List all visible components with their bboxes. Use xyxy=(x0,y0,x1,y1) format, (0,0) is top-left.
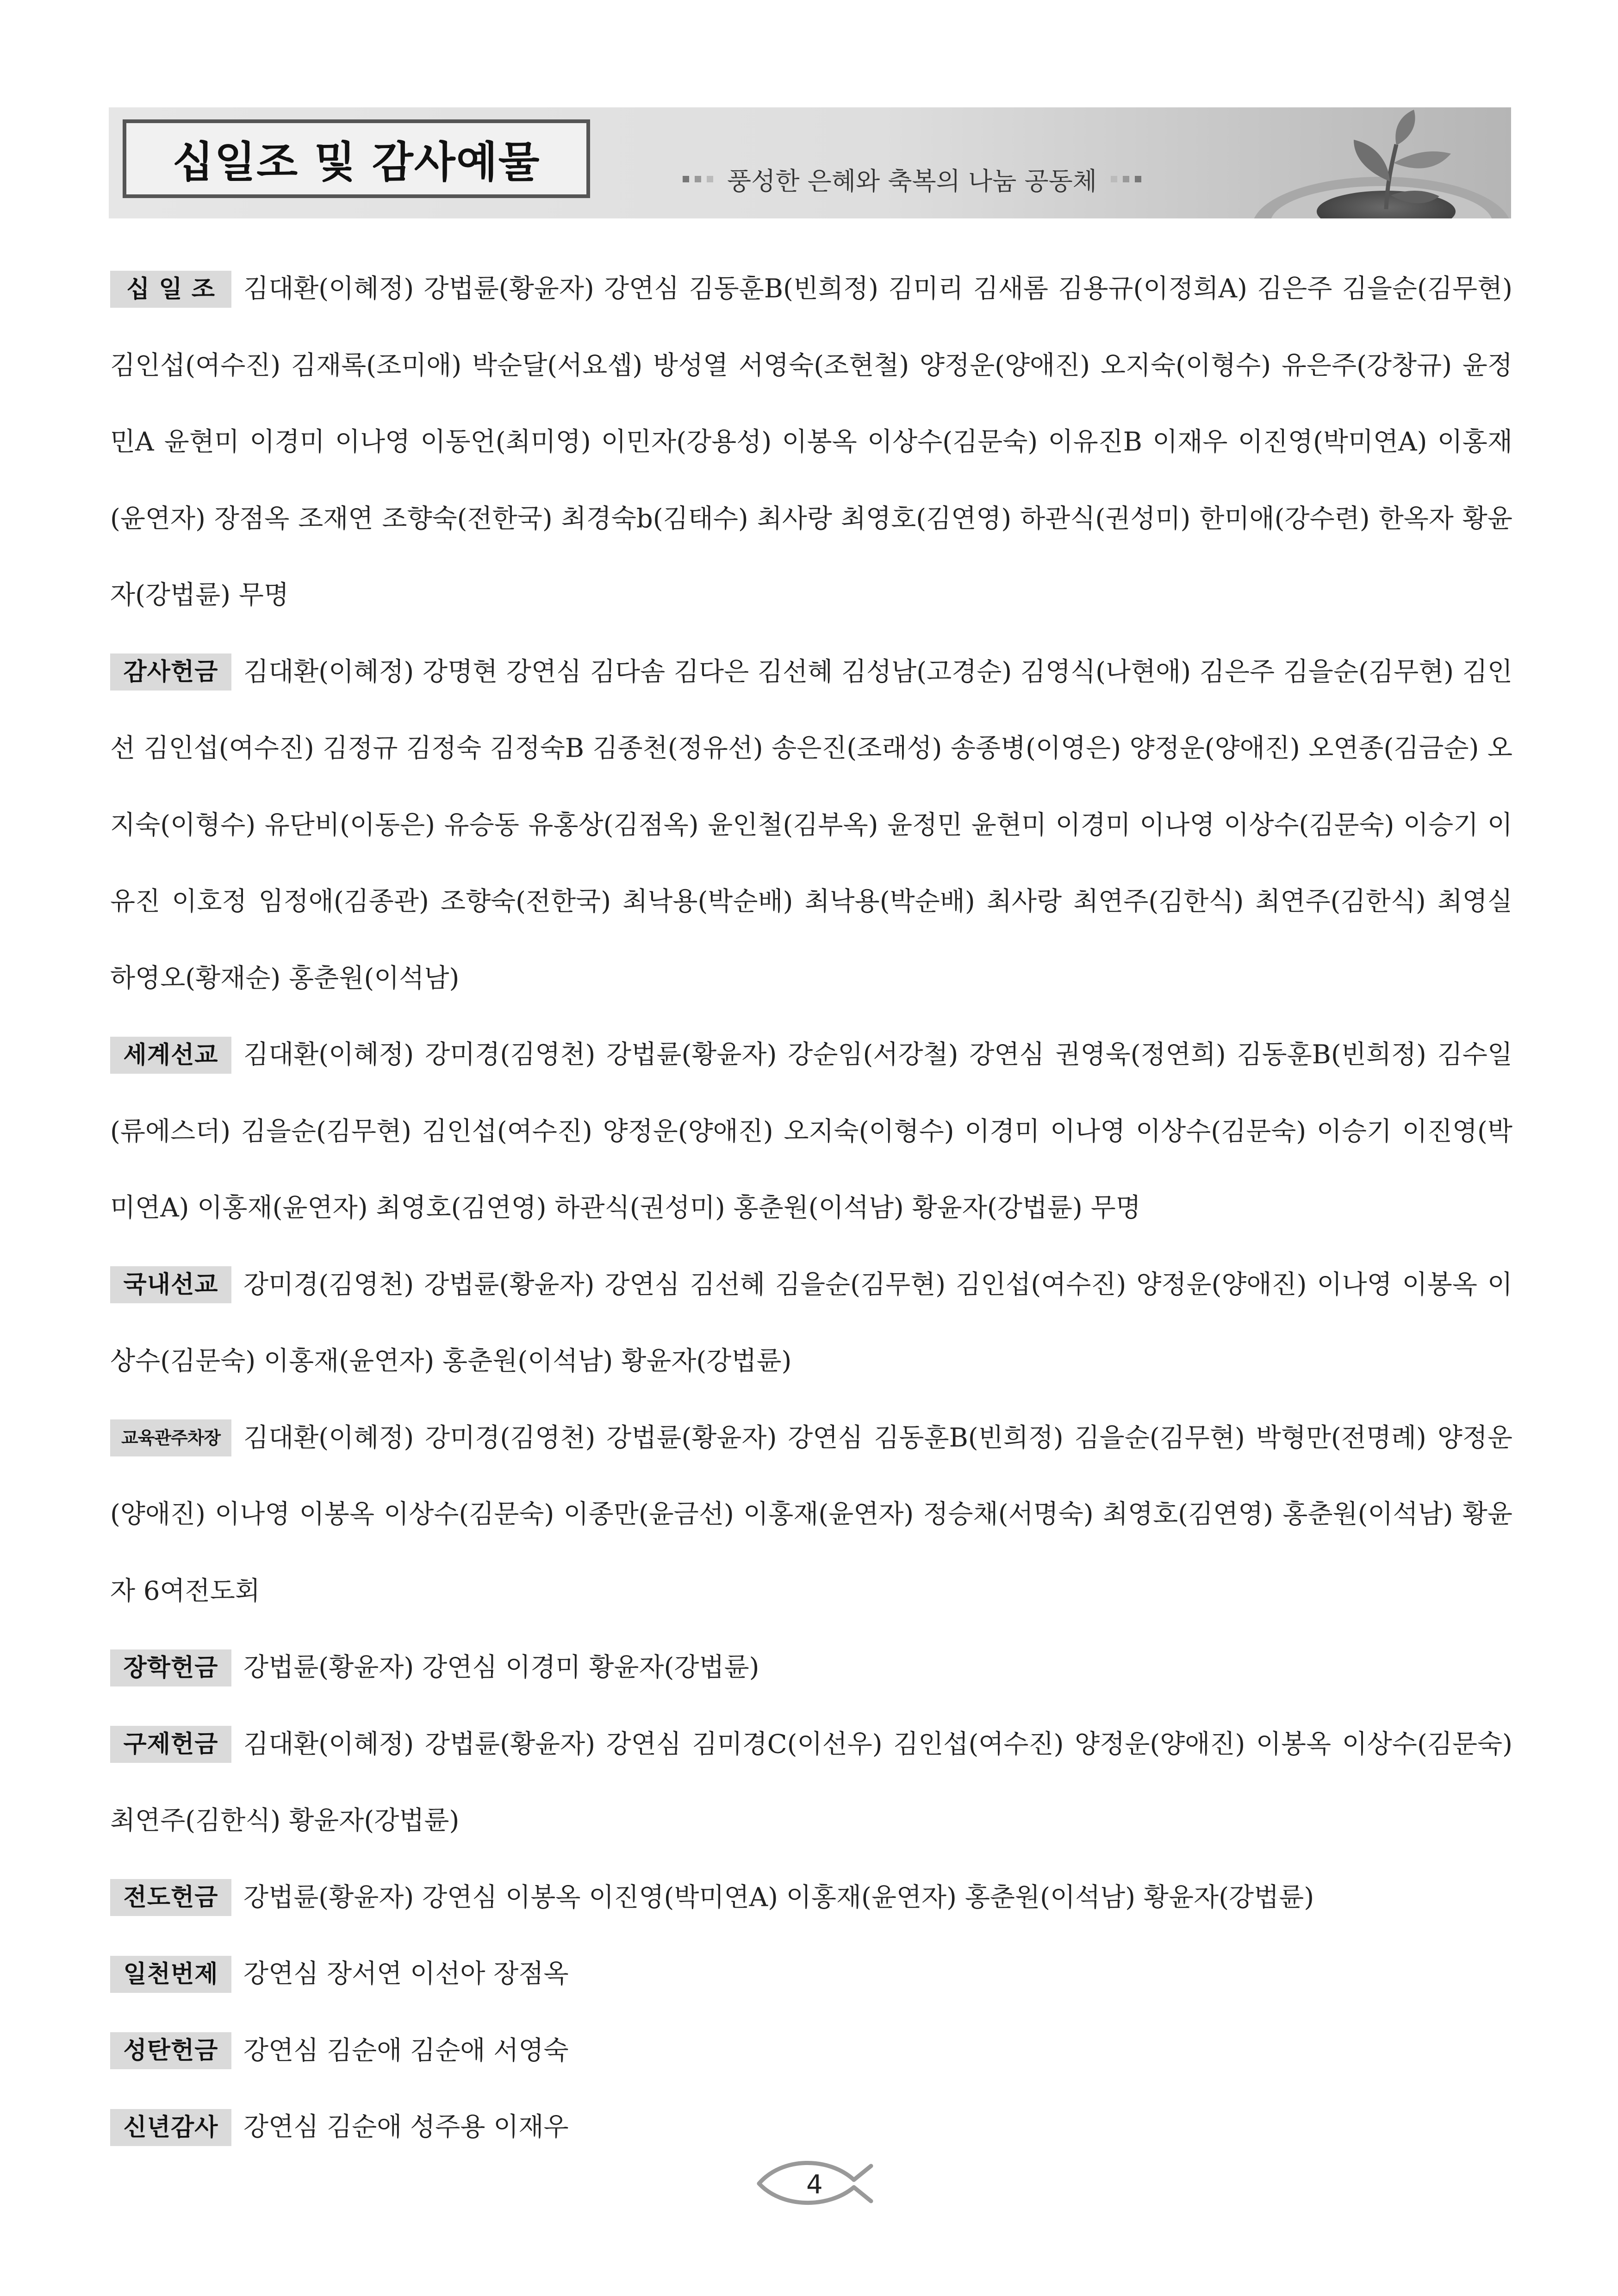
offering-section-tithe xyxy=(110,250,1512,633)
donor-names: 김대환(이혜정) 강미경(김영천) 강법륜(황윤자) 강순임(서강철) 강연심 권영욱(정연희) 김동훈B(빈희정) 김수일(류에스더) 김을순(김무현) 김인섭(여수진) 양정운(양애진) 오지숙(이형수) 이경미 이나영 이상수(김문숙) 이승기 이진영(박미연A) 이홍재(윤연자) 최영호(김연영) 하관식(권성미) 홍춘원(이석남) 황윤자(강법륜) 무명 xyxy=(110,1039,1512,1223)
donor-names: 강연심 김순애 성주용 이재우 xyxy=(243,2112,569,2142)
page-subtitle: 풍성한 은혜와 축복의 나눔 공동체 xyxy=(727,166,1097,196)
title-box xyxy=(123,119,590,198)
donor-names: 김대환(이혜정) 강법륜(황윤자) 강연심 김미경C(이선우) 김인섭(여수진) 양정운(양애진) 이봉옥 이상수(김문숙) 최연주(김한식) 황윤자(강법륜) xyxy=(110,1729,1512,1836)
offering-section-parking xyxy=(110,1399,1512,1629)
header-banner xyxy=(109,107,1511,218)
section-label: 신년감사 xyxy=(110,2109,231,2146)
section-label: 성탄헌금 xyxy=(110,2032,231,2069)
donor-names: 김대환(이혜정) 강법륜(황윤자) 강연심 김동훈B(빈희정) 김미리 김새롬 김용규(이정희A) 김은주 김을순(김무현) 김인섭(여수진) 김재록(조미애) 박순달(서요셉) 방성열 서영숙(조현철) 양정운(양애진) 오지숙(이형수) 유은주(강창규) 윤정민A 윤현미 이경미 이나영 이동언(최미영) 이민자(강용성) 이봉옥 이상수(김문숙) 이유진B 이재우 이진영(박미연A) 이홍재(윤연자) 장점옥 조재연 조향숙(전한국) 최경숙b(김태수) 최사랑 최영호(김연영) 하관식(권성미) 한미애(강수련) 한옥자 황윤자(강법륜) 무명 xyxy=(110,274,1512,610)
donor-names: 강연심 장서연 이선아 장점옥 xyxy=(243,1959,569,1989)
offering-section-evangelism xyxy=(110,1859,1512,1935)
page-title: 십일조 및 감사예물 xyxy=(172,137,541,187)
square-dots-icon xyxy=(683,176,713,182)
hands-sprout-image xyxy=(1215,107,1511,218)
offering-section-scholarship xyxy=(110,1629,1512,1705)
section-label: 전도헌금 xyxy=(110,1879,231,1916)
donor-names: 강미경(김영천) 강법륜(황윤자) 강연심 김선혜 김을순(김무현) 김인섭(여수진) 양정운(양애진) 이나영 이봉옥 이상수(김문숙) 이홍재(윤연자) 홍춘원(이석남) 황윤자(강법륜) xyxy=(110,1269,1512,1376)
donor-names: 김대환(이혜정) 강명현 강연심 김다솜 김다은 김선혜 김성남(고경순) 김영식(나현애) 김은주 김을순(김무현) 김인선 김인섭(여수진) 김정규 김정숙 김정숙B 김종천(정유선) 송은진(조래성) 송종병(이영은) 양정운(양애진) 오연종(김금순) 오지숙(이형수) 유단비(이동은) 유승동 유홍상(김점옥) 윤인철(김부옥) 윤정민 윤현미 이경미 이나영 이상수(김문숙) 이승기 이유진 이호정 임정애(김종관) 조향숙(전한국) 최낙용(박순배) 최낙용(박순배) 최사랑 최연주(김한식) 최연주(김한식) 최영실 하영오(황재순) 홍춘원(이석남) xyxy=(110,657,1512,993)
section-label: 세계선교 xyxy=(110,1037,231,1074)
offering-section-christmas xyxy=(110,2012,1512,2089)
section-label: 교육관주차장 xyxy=(110,1419,231,1456)
page-footer xyxy=(750,2147,879,2217)
offering-section-thousand-offering xyxy=(110,1935,1512,2012)
section-label: 구제헌금 xyxy=(110,1726,231,1763)
section-label: 장학헌금 xyxy=(110,1649,231,1686)
section-label: 감사헌금 xyxy=(110,653,231,691)
section-label: 일천번제 xyxy=(110,1956,231,1993)
offering-list xyxy=(110,250,1512,2165)
offering-section-thanksgiving xyxy=(110,633,1512,1016)
donor-names: 강연심 김순애 김순애 서영숙 xyxy=(243,2035,569,2066)
offering-section-world-mission xyxy=(110,1016,1512,1246)
donor-names: 김대환(이혜정) 강미경(김영천) 강법륜(황윤자) 강연심 김동훈B(빈희정) 김을순(김무현) 박형만(전명례) 양정운(양애진) 이나영 이봉옥 이상수(김문숙) 이종만(윤금선) 이홍재(윤연자) 정승채(서명숙) 최영호(김연영) 홍춘원(이석남) 황윤자 6여전도회 xyxy=(110,1423,1512,1606)
section-label: 십 일 조 xyxy=(110,271,231,308)
donor-names: 강법륜(황윤자) 강연심 이경미 황윤자(강법륜) xyxy=(243,1652,759,1683)
square-dots-icon xyxy=(1111,176,1141,182)
page-number: 4 xyxy=(806,2170,823,2200)
offering-section-relief xyxy=(110,1705,1512,1859)
offering-section-domestic-mission xyxy=(110,1246,1512,1399)
section-label: 국내선교 xyxy=(110,1266,231,1303)
subtitle-row xyxy=(683,158,1141,200)
donor-names: 강법륜(황윤자) 강연심 이봉옥 이진영(박미연A) 이홍재(윤연자) 홍춘원(이석남) 황윤자(강법륜) xyxy=(243,1882,1314,1912)
